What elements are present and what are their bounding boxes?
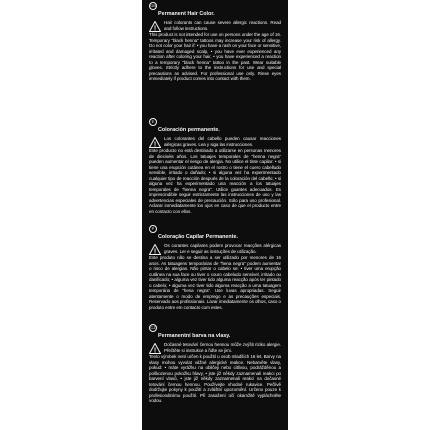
language-badge: GB — [150, 3, 156, 8]
section-english — [149, 2, 281, 82]
warning-label-panel — [142, 0, 288, 430]
warning-triangle-icon — [149, 244, 161, 255]
section-heading: Coloración permanente. — [158, 127, 220, 133]
section-czech — [149, 324, 281, 404]
svg-text:!: ! — [153, 141, 157, 148]
warning-triangle-icon — [149, 343, 161, 354]
section-body: This product is not intended for use on persons under the age of 16. Temporary "black henna" tattoos may increase your risk of allergy. Do not color your hair if: • you have a rash on your face or sensitive, irritated and damaged scalp, • you have ever experienced any reaction after coloring your hair, • you have experienced a reaction to a temporary "black henna" tattoo in the past. Wear suitable gloves. Strictly adhere to the instructions for use and special precautions as advised. For professional use only. Rinse eyes immediately if product comes into contact with them. — [149, 32, 281, 82]
svg-text:!: ! — [153, 25, 157, 32]
language-badge: P — [149, 225, 157, 233]
section-heading: Permanentní barva na vlasy. — [158, 333, 231, 339]
section-body: Tento výrobek není určen k použití u osob mladších 16 let. Barvy na vlasy mohou vyvolat vážné alergické reakce. Nebarvěte vlasy, pokud: • máte vyrážku na obličeji nebo citlivou, podrážděnou a poškozenou pokožku hlavy, • jste již někdy zaznamenali reakci po barvení vlasů, • jste již někdy zaznamenali reakci na dočasné tetování černou hennou. Používejte vhodné rukavice. Pečlivě dodržujte pokyny k použití a zvláštní upozornění. Určeno pouze k profesionálnímu použití. Při zasažení očí okamžitě vypláchněte vodou. — [149, 354, 281, 404]
section-spanish — [149, 118, 281, 215]
section-heading: Coloração Capilar Permanente. — [158, 234, 238, 240]
section-heading: Permanent Hair Color. — [158, 11, 215, 17]
warning-triangle-icon — [149, 21, 161, 32]
warning-text: Dočasné tetování černou hennou může zvýšit riziko alergie. Přečtěte si instrukce a řiďte se jimi. — [164, 342, 281, 353]
section-body: Este produto não se destina a ser utilizado por menores de 16 anos. As tatuagens temporárias de "hena negra" podem aumentar o risco de alergias. Não pintar o cabelo se: • tiver uma erupção cutânea na sua face ou tiver o couro cabeludo sensível, irritado ou danificado; • alguma vez tiver tido alguma reacção após ter pintado o cabelo; • alguma vez tiver tido alguma reacção a uma tatuagem temporária de "hena negra". Use luvas apropriadas. Seguir atentamente o modo de emprego e as precauções especiais. Reservado aos profissionais. Lavar imediatamente os olhos, caso o produto entre em contacto com estes. — [149, 255, 281, 310]
warning-text: Hair colorants can cause severe allergic reactions. Read and follow instructions. — [164, 20, 281, 31]
section-portuguese — [149, 225, 281, 310]
language-badge: CZ — [150, 325, 156, 330]
warning-text: Os corantes capilares podem provocar reacções alérgicas graves. Ler e seguir as instruções de utilização. — [164, 243, 281, 254]
warning-text: Los colorantes del cabello pueden causar reacciones alérgicas graves. Lea y siga las instrucciones. — [164, 136, 281, 147]
section-body: Este producto no está destinado a utilizarse en personas menores de dieciséis años. Los tatuajes temporales de "henna negra" pueden aumentar el riesgo de alergia. No utilice el tinte capilar: • si tiene una erupción cutánea en el rostro o tiene el cuero cabelludo sensible, irritado o dañado; • si alguna vez ha experimentado cualquier tipo de reacción después de la coloración del cabello; • si alguna vez ha experimentado una reacción a los tatuajes temporales de "henna negra". Utilice guantes adecuados. Es imprescindible seguir estrictamente las instrucciones de uso y las advertencias especiales de precaución. Sólo para uso profesional. Aclarar inmediatamente los ojos en caso de que el producto entre en contacto con ellos. — [149, 148, 281, 215]
language-badge: E — [149, 118, 157, 126]
warning-triangle-icon — [149, 137, 161, 148]
svg-text:!: ! — [153, 347, 157, 354]
svg-text:!: ! — [153, 248, 157, 255]
